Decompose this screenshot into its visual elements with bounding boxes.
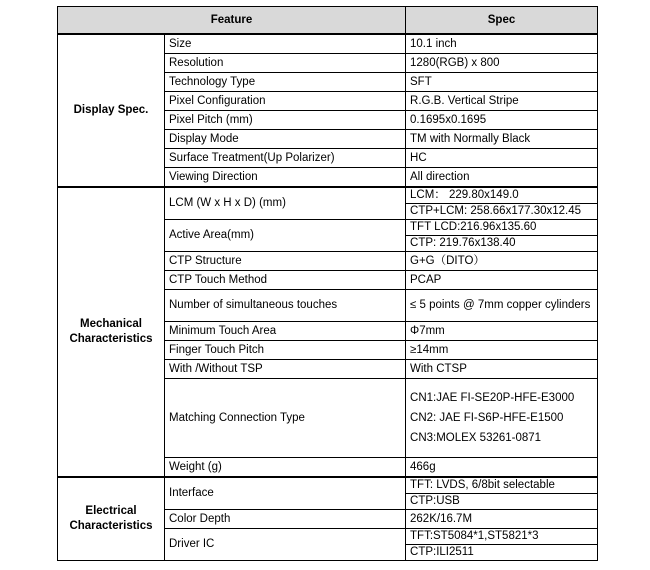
spec-cell: ≥14mm: [406, 341, 598, 360]
connection-line: CN3:MOLEX 53261-0871: [410, 432, 542, 444]
feature-cell: Weight (g): [165, 458, 406, 478]
spec-cell: LCM： 229.80x149.0: [406, 187, 598, 204]
feature-cell: Surface Treatment(Up Polarizer): [165, 149, 406, 168]
table-row: [58, 477, 598, 494]
feature-cell: Active Area(mm): [165, 220, 406, 252]
feature-cell: Pixel Pitch (mm): [165, 111, 406, 130]
spec-cell: [406, 379, 598, 458]
spec-cell: CTP: 219.76x138.40: [406, 236, 598, 252]
mechanical-section: [58, 187, 598, 477]
spec-cell: TFT LCD:216.96x135.60: [406, 220, 598, 236]
header-spec: Spec: [406, 7, 598, 35]
spec-cell: 1280(RGB) x 800: [406, 54, 598, 73]
feature-cell: Minimum Touch Area: [165, 322, 406, 341]
spec-cell: 466g: [406, 458, 598, 478]
spec-cell: HC: [406, 149, 598, 168]
spec-cell: SFT: [406, 73, 598, 92]
spec-table: [57, 6, 598, 561]
spec-cell: R.G.B. Vertical Stripe: [406, 92, 598, 111]
feature-cell: CTP Structure: [165, 252, 406, 271]
header-row: [58, 7, 598, 35]
spec-cell: With CTSP: [406, 360, 598, 379]
spec-cell: CTP+LCM: 258.66x177.30x12.45: [406, 204, 598, 220]
group-label-electrical: Electrical Characteristics: [58, 477, 165, 561]
spec-cell: 10.1 inch: [406, 34, 598, 54]
spec-cell: TFT:ST5084*1,ST5821*3: [406, 529, 598, 545]
feature-cell: Display Mode: [165, 130, 406, 149]
feature-cell: Color Depth: [165, 510, 406, 529]
spec-cell: 0.1695x0.1695: [406, 111, 598, 130]
spec-cell: G+G（DITO）: [406, 252, 598, 271]
feature-cell: Interface: [165, 477, 406, 510]
electrical-section: [58, 477, 598, 561]
feature-cell: LCM (W x H x D) (mm): [165, 187, 406, 220]
spec-cell: TM with Normally Black: [406, 130, 598, 149]
feature-cell: Pixel Configuration: [165, 92, 406, 111]
feature-cell: Finger Touch Pitch: [165, 341, 406, 360]
group-label-mechanical: Mechanical Characteristics: [58, 187, 165, 477]
spec-cell: TFT: LVDS, 6/8bit selectable: [406, 477, 598, 494]
spec-cell: Φ7mm: [406, 322, 598, 341]
feature-cell: Resolution: [165, 54, 406, 73]
feature-cell: Matching Connection Type: [165, 379, 406, 458]
spec-cell: CTP:USB: [406, 494, 598, 510]
connection-line: CN1:JAE FI-SE20P-HFE-E3000: [410, 392, 575, 404]
display-section: [58, 34, 598, 187]
spec-cell: CTP:ILI2511: [406, 545, 598, 561]
feature-cell: Size: [165, 34, 406, 54]
feature-cell: With /Without TSP: [165, 360, 406, 379]
table-row: [58, 187, 598, 204]
feature-cell: Driver IC: [165, 529, 406, 561]
spec-cell: PCAP: [406, 271, 598, 290]
connection-line: CN2: JAE FI-S6P-HFE-E1500: [410, 412, 564, 424]
group-label-display: Display Spec.: [58, 34, 165, 187]
spec-cell: All direction: [406, 168, 598, 188]
feature-cell: Technology Type: [165, 73, 406, 92]
feature-cell: Viewing Direction: [165, 168, 406, 188]
spec-cell: ≤ 5 points @ 7mm copper cylinders: [406, 290, 598, 322]
header-feature: Feature: [58, 7, 406, 35]
feature-cell: Number of simultaneous touches: [165, 290, 406, 322]
table-row: [58, 34, 598, 54]
feature-cell: CTP Touch Method: [165, 271, 406, 290]
spec-cell: 262K/16.7M: [406, 510, 598, 529]
